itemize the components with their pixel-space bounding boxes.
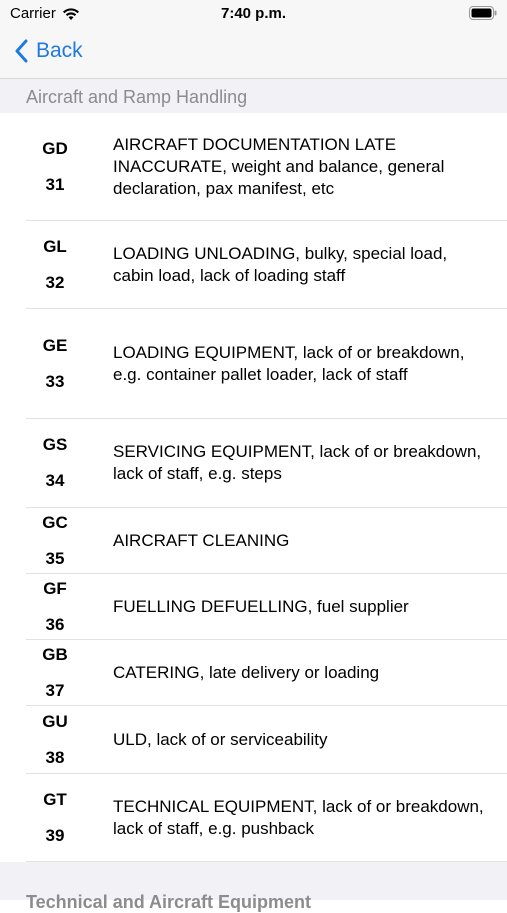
list-item[interactable] — [26, 221, 507, 309]
status-bar — [0, 0, 507, 28]
delay-code: GD — [42, 138, 68, 158]
code-column — [26, 706, 84, 773]
delay-description: TECHNICAL EQUIPMENT, lack of or breakdown, lack of staff, e.g. pushback — [113, 796, 484, 838]
code-column — [26, 419, 84, 507]
delay-number: 32 — [45, 272, 65, 292]
section-header — [0, 862, 507, 912]
delay-code-list — [0, 113, 507, 862]
delay-code: GB — [42, 644, 68, 664]
delay-code: GF — [43, 578, 67, 598]
code-column — [26, 774, 84, 861]
delay-code: GC — [42, 512, 68, 532]
navigation-bar — [0, 28, 507, 79]
section-title: Technical and Aircraft Equipment — [26, 892, 312, 912]
delay-description: LOADING UNLOADING, bulky, special load, cabin load, lack of loading staff — [113, 243, 448, 285]
delay-number: 35 — [45, 548, 65, 568]
delay-code: GS — [42, 435, 68, 454]
delay-number: 36 — [45, 614, 65, 634]
delay-description: AIRCRAFT CLEANING — [113, 530, 290, 550]
delay-number: 34 — [45, 471, 65, 490]
back-button[interactable] — [14, 39, 83, 63]
delay-description: LOADING EQUIPMENT, lack of or breakdown, e.g. container pallet loader, lack of staff — [113, 342, 465, 384]
delay-number: 39 — [45, 825, 65, 845]
list-item[interactable] — [26, 508, 507, 574]
list-item[interactable] — [26, 706, 507, 774]
delay-number: 38 — [45, 747, 65, 767]
code-column — [26, 221, 84, 308]
delay-description: SERVICING EQUIPMENT, lack of or breakdown, lack of staff, e.g. steps — [113, 442, 482, 483]
delay-description: ULD, lack of or serviceability — [113, 729, 328, 749]
list-item[interactable] — [26, 774, 507, 862]
code-column — [26, 640, 84, 705]
delay-code: GT — [43, 789, 67, 809]
delay-description: FUELLING DEFUELLING, fuel supplier — [113, 596, 409, 616]
delay-description: AIRCRAFT DOCUMENTATION LATE INACCURATE, weight and balance, general declaration, pax manifest, etc — [113, 134, 445, 198]
delay-code: GL — [43, 236, 67, 256]
section-header — [0, 79, 507, 113]
delay-description: CATERING, late delivery or loading — [113, 662, 380, 682]
list-item[interactable] — [26, 113, 507, 221]
code-column — [26, 309, 84, 418]
status-time: 7:40 p.m. — [220, 5, 287, 22]
code-column — [26, 508, 84, 573]
battery-icon — [469, 6, 497, 20]
list-item[interactable] — [26, 309, 507, 419]
section-title: Aircraft and Ramp Handling — [26, 87, 248, 107]
chevron-left-icon — [14, 39, 28, 63]
list-item[interactable] — [26, 574, 507, 640]
back-label: Back — [36, 39, 83, 62]
delay-code: GE — [42, 335, 68, 355]
code-column — [26, 574, 84, 639]
delay-number: 31 — [45, 174, 65, 194]
list-item[interactable] — [26, 419, 507, 508]
delay-number: 33 — [45, 371, 65, 391]
list-item[interactable] — [26, 640, 507, 706]
carrier-label: Carrier — [10, 5, 56, 22]
code-column — [26, 113, 84, 220]
delay-code: GU — [42, 711, 68, 731]
delay-number: 37 — [45, 680, 65, 700]
